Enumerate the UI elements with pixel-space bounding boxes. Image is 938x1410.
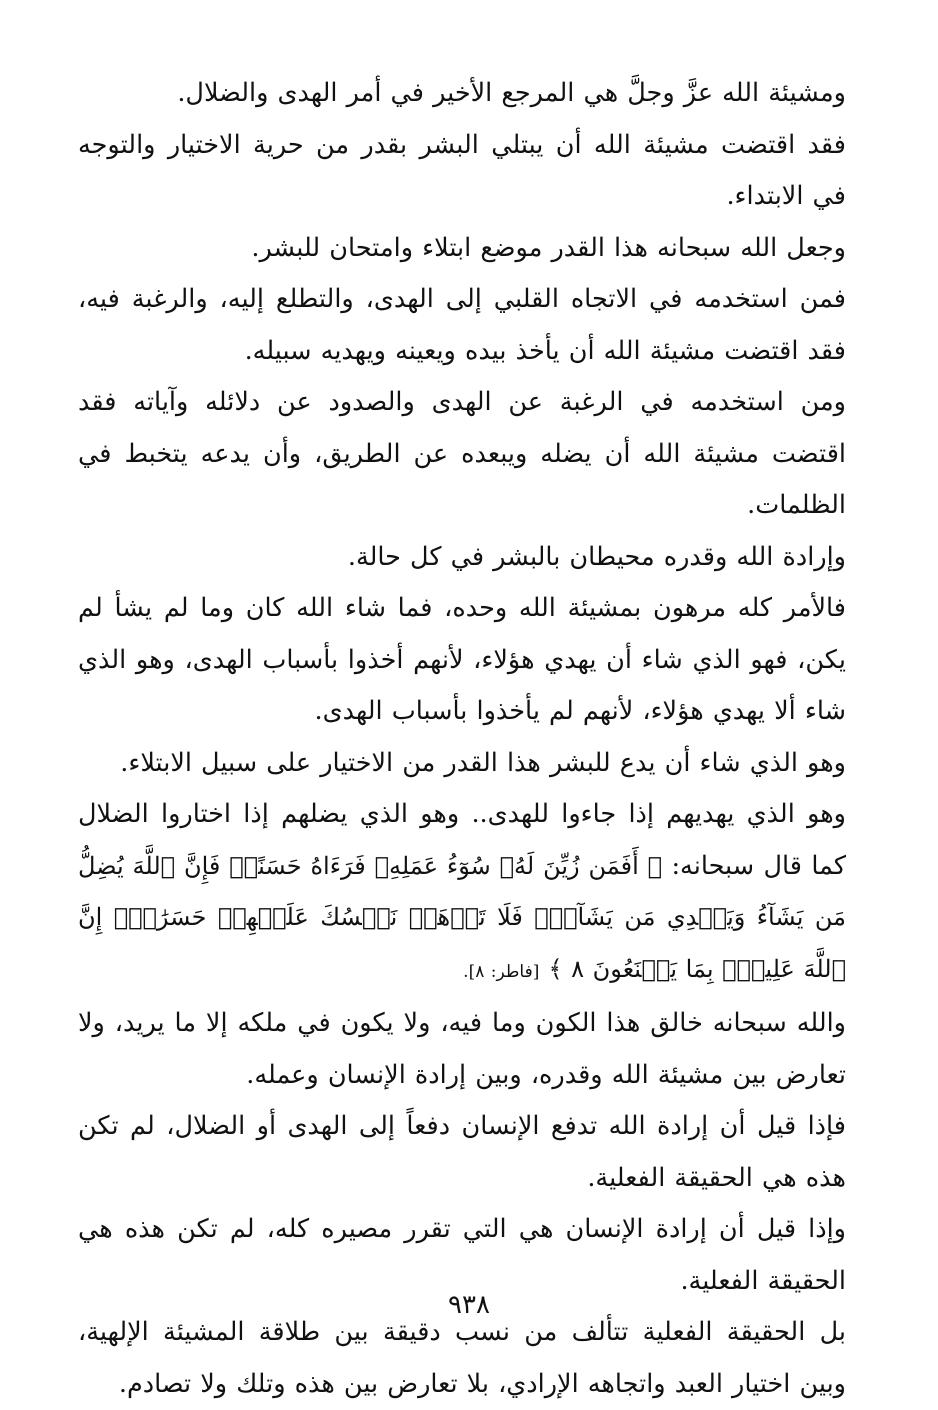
quote-lead: وهو الذي يهديهم إذا جاءوا للهدى.. وهو الذي يضلهم إذا اختاروا الضلال كما قال سبحانه: <box>78 799 846 881</box>
quran-verse: ﴿ أَفَمَن زُيِّنَ لَهُۥ سُوٓءُ عَمَلِهِۦ فَرَءَاهُ حَسَنًاۖ فَإِنَّ ٱللَّهَ يُضِلُّ مَن يَشَآءُ وَيَهۡدِي مَن يَشَآءُۖ فَلَا تَذۡهَبۡ نَفۡسُكَ عَلَيۡهِمۡ حَسَرَٰتٍۚ إِنَّ ٱللَّهَ عَلِيمُۢ بِمَا يَصۡنَعُونَ ٨ ﴾ <box>78 851 846 983</box>
paragraph-4: فمن استخدمه في الاتجاه القلبي إلى الهدى، والتطلع إليه، والرغبة فيه، فقد اقتضت مشيئة الله أن يأخذ بيده ويعينه ويهديه سبيله. <box>78 284 846 366</box>
verse-reference: [فاطر: ٨]. <box>463 961 540 982</box>
paragraph-2: فقد اقتضت مشيئة الله أن يبتلي البشر بقدر من حرية الاختيار والتوجه في الابتداء. <box>78 129 846 211</box>
paragraph-10: فإذا قيل أن إرادة الله تدفع الإنسان دفعاً إلى الهدى أو الضلال، لم تكن هذه هي الحقيقة الفعلية. <box>78 1111 846 1193</box>
paragraph-12: بل الحقيقة الفعلية تتألف من نسب دقيقة بين طلاقة المشيئة الإلهية، وبين اختيار العبد واتجاهه الإرادي، بلا تعارض بين هذه وتلك ولا تصادم. <box>78 1317 846 1399</box>
paragraph-8: وهو الذي شاء أن يدع للبشر هذا القدر من الاختيار على سبيل الابتلاء. <box>120 747 846 778</box>
paragraph-7: فالأمر كله مرهون بمشيئة الله وحده، فما شاء الله كان وما لم يشأ لم يكن، فهو الذي شاء أن يهدي هؤلاء، لأنهم أخذوا بأسباب الهدى، وهو الذي شاء ألا يهدي هؤلاء، لأنهم لم يأخذوا بأسباب الهدى. <box>78 593 846 726</box>
paragraph-6: وإرادة الله وقدره محيطان بالبشر في كل حالة. <box>347 541 846 572</box>
page-number: ٩٣٨ <box>448 1290 490 1320</box>
page-body <box>78 68 846 1410</box>
paragraph-3: وجعل الله سبحانه هذا القدر موضع ابتلاء وامتحان للبشر. <box>251 232 846 263</box>
paragraph-1: ومشيئة الله عزَّ وجلَّ هي المرجع الأخير في أمر الهدى والضلال. <box>177 78 846 108</box>
paragraph-11: وإذا قيل أن إرادة الإنسان هي التي تقرر مصيره كله، لم تكن هذه هي الحقيقة الفعلية. <box>78 1214 846 1296</box>
paragraph-5: ومن استخدمه في الرغبة عن الهدى والصدود عن دلائله وآياته فقد اقتضت مشيئة الله أن يضله ويبعده عن الطريق، وأن يدعه يتخبط في الظلمات. <box>78 387 846 520</box>
quote-paragraph <box>78 789 846 998</box>
paragraph-9: والله سبحانه خالق هذا الكون وما فيه، ولا يكون في ملكه إلا ما يريد، ولا تعارض بين مشيئة الله وقدره، وبين إرادة الإنسان وعمله. <box>78 1008 846 1090</box>
